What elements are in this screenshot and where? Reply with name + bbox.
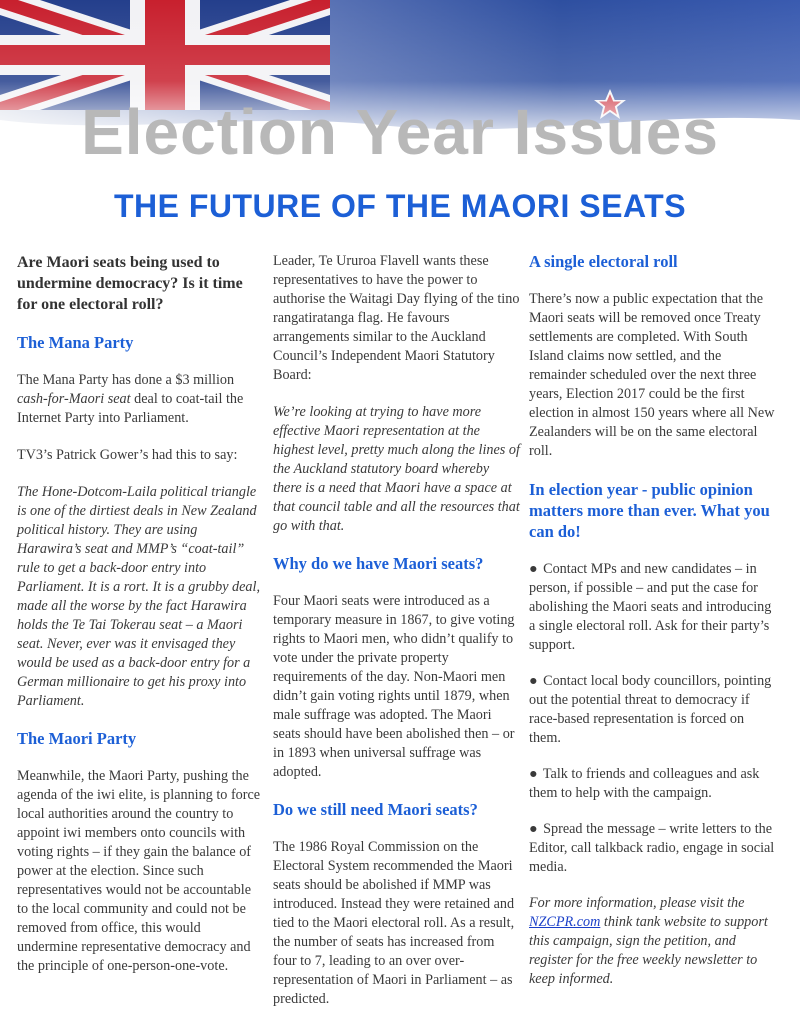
italic-span: cash-for-Maori seat [17,391,131,407]
list-item-text: Talk to friends and colleagues and ask them to help with the campaign. [529,766,760,801]
bullet-icon: ● [529,766,538,782]
column-3 [529,252,779,1007]
paragraph-flavell: Leader, Te Ururoa Flavell wants these representatives to have the power to authorise the Waitagi Day flying of the tino rangatiratanga flag. He favours arrangements similar to the Auckland Council’s Independent Maori Statutory Board: [273,253,520,383]
heading-what-you-can-do: In election year - public opinion matters more than ever. What you can do! [529,480,770,541]
column-1 [17,252,262,994]
text-span: The Mana Party has done a $3 million [17,372,235,388]
list-item [529,820,779,877]
heading-single-roll: A single electoral roll [529,252,678,271]
list-item [529,672,779,748]
flag-banner [0,0,800,180]
paragraph-single-roll: There’s now a public expectation that the Maori seats will be removed once Treaty settlements are completed. With South Island claims now settled, and the remainder scheduled over the next three years, Election 2017 could be the first election in almost 150 years where all New Zealanders will be on the same electoral roll. [529,291,775,459]
lead-question: Are Maori seats being used to undermine democracy? Is it time for one electoral roll? [17,254,243,313]
heading-why-maori-seats: Why do we have Maori seats? [273,554,484,573]
column-2 [273,252,520,1027]
list-item-text: Contact local body councillors, pointing out the potential threat to democracy if race-based representation is forced on them. [529,673,772,746]
heading-still-need-seats: Do we still need Maori seats? [273,800,478,819]
heading-mana-party: The Mana Party [17,333,134,352]
list-item [529,765,779,803]
bullet-icon: ● [529,821,538,837]
bullet-icon: ● [529,673,538,689]
list-item-text: Contact MPs and new candidates – in person, if possible – and put the case for abolishing the Maori seats and introducing a single electoral roll. Ask for their party’s support. [529,561,772,653]
more-info-paragraph [529,894,779,989]
paragraph-still-need-seats: The 1986 Royal Commission on the Electoral System recommended the Maori seats should be abolished if MMP was introduced. Instead they were retained and tied to the Maori electoral roll. As a result, the number of seats has increased from four to 7, leading to an over over-representation of Maori in Parliament – as predicted. [273,839,515,1007]
text-span: deal to coat-tail the Internet Party into Parliament. [17,391,244,426]
paragraph-mana-party [17,371,262,428]
page-subtitle: THE FUTURE OF THE MAORI SEATS [113,188,687,224]
bullet-icon: ● [529,561,538,577]
text-span: For more information, please visit the [529,895,745,911]
list-item [529,560,779,655]
action-list [529,560,779,877]
nzcpr-link[interactable]: NZCPR.com [529,914,601,930]
paragraph-maori-party: Meanwhile, the Maori Party, pushing the agenda of the iwi elite, is planning to force local authorities around the country to appoint iwi members onto councils with voting rights – if they gain the balance of power at the election. Since such representatives would not be accountable to the local community and could not be removed from office, this would undermine representative democracy and the principle of one-person-one-vote. [17,768,261,974]
paragraph-gower-intro: TV3’s Patrick Gower’s had this to say: [17,447,238,463]
text-span: think tank website to support this campaign, sign the petition, and register for the free weekly newsletter to keep informed. [529,914,768,987]
quote-flavell: We’re looking at trying to have more effective Maori representation at the highest level, pretty much along the lines of the Auckland statutory board whereby there is a need that Maori have a space at that council table and all the resources that go with that. [273,404,520,534]
banner-title: Election Year Issues [81,96,719,168]
list-item-text: Spread the message – write letters to the Editor, call talkback radio, engage in social media. [529,821,775,875]
paragraph-why-maori-seats: Four Maori seats were introduced as a temporary measure in 1867, to give voting rights to Maori men, who didn’t qualify to vote under the private property requirements of the day. Non-Maori men didn’t gain voting rights until 1879, when male suffrage was adopted. The Maori seats should have been abolished then – or in 1893 when universal suffrage was adopted. [273,593,515,780]
quote-gower: The Hone-Dotcom-Laila political triangle is one of the dirtiest deals in New Zealand political history. They are using Harawira’s seat and MMP’s “coat-tail” rule to get a back-door entry into Parliament. It is a rort. It is a grubby deal, made all the worse by the fact Harawira holds the Te Tai Tokerau seat – a Maori seat. Never, ever was it envisaged they would be used as a back-door entry for a German millionaire to get his proxy into Parliament. [17,484,261,709]
heading-maori-party: The Maori Party [17,729,137,748]
